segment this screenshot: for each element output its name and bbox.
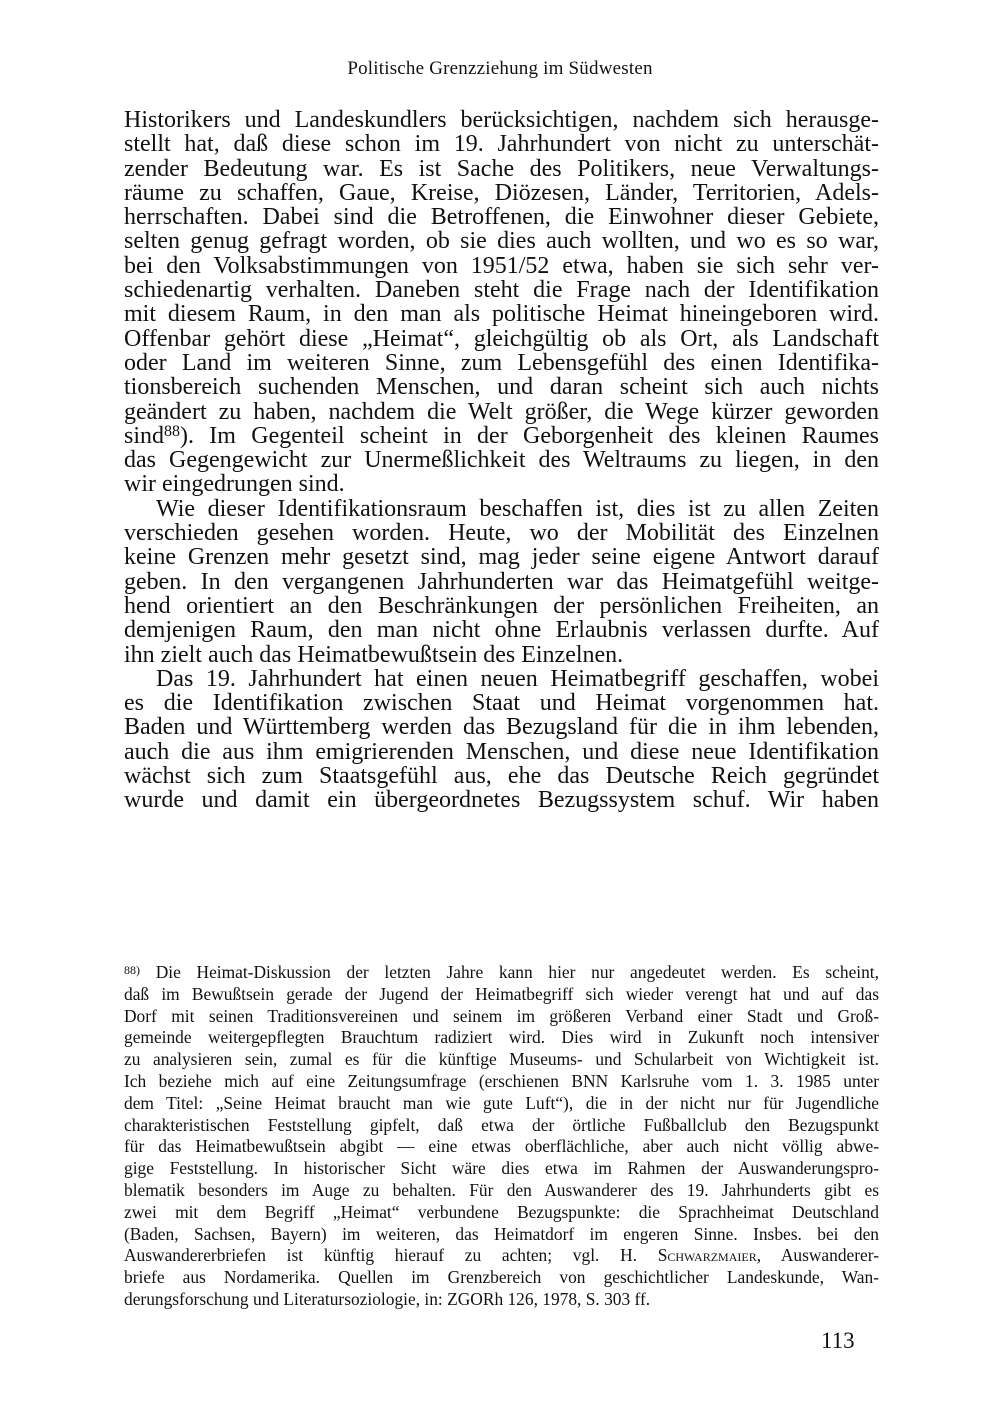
text-line: zender Bedeutung war. Es ist Sache des Politikers, neue Verwaltungs- [124,155,879,182]
text-line: auch die aus ihm emigrierenden Menschen, und diese neue Identifikation [124,738,879,765]
text-line: Offenbar gehört diese „Heimat“, gleichgültig ob als Ort, als Landschaft [124,325,879,352]
text-line: ihn zielt auch das Heimatbewußtsein des Einzelnen. [124,641,624,668]
text-line: demjenigen Raum, den man nicht ohne Erlaubnis verlassen durfte. Auf [124,617,879,644]
text-line: verschieden gesehen worden. Heute, wo der Mobilität des Einzelnen [124,520,879,547]
text-line: keine Grenzen mehr gesetzt sind, mag jeder seine eigene Antwort darauf [124,544,879,571]
footnote-line: gemeinde weitergepflegten Brauchtum radiziert wird. Dies wird in Zukunft noch intensiver [124,1027,879,1048]
footnote-line: für das Heimatbewußtsein abgibt — eine etwas oberflächliche, aber auch nicht völlig abwe- [124,1136,879,1157]
text-line-with-footnote-ref [124,424,879,448]
author-name: Schwarzmaier [657,1245,757,1266]
footnote-line: Ich beziehe mich auf eine Zeitungsumfrage (erschienen BNN Karlsruhe vom 1. 3. 1985 unter [124,1070,879,1091]
text-line: tionsbereich suchenden Menschen, und daran scheint sich auch nichts [124,374,879,401]
text-line: es die Identifikation zwischen Staat und Heimat vorgenommen hat. [124,690,879,717]
text-line: herrschaften. Dabei sind die Betroffenen, die Einwohner dieser Gebiete, [124,204,879,231]
text-line: selten genug gefragt worden, ob sie dies auch wollten, und wo es so war, [124,228,879,255]
text-line: bei den Volksabstimmungen von 1951/52 etwa, haben sie sich sehr ver- [124,252,879,279]
footnote-text: , Auswanderer- [756,1245,879,1266]
text-line: Historikers und Landeskundlers berücksichtigen, nachdem sich herausge- [124,107,879,133]
text-line: schiedenartig verhalten. Daneben steht die Frage nach der Identifikation [124,277,879,304]
main-text [124,108,879,813]
footnote-line: zwei mit dem Begriff „Heimat“ verbundene Bezugspunkte: die Sprachheimat Deutschland [124,1201,879,1222]
footnote-line: charakteristischen Feststellung gipfelt, daß etwa der örtliche Fußballclub den Bezugspunkt [124,1114,879,1135]
text-line: Das 19. Jahrhundert hat einen neuen Heimatbegriff geschaffen, wobei [156,665,879,692]
line-start: sind [124,422,165,449]
footnote-line: gige Feststellung. In historischer Sicht wäre dies etwa im Rahmen der Auswanderungspro- [124,1158,879,1179]
text-line: wir eingedrungen sind. [124,471,345,498]
footnote-line [124,962,879,984]
line-end: ). Im Gegenteil scheint in der Geborgenheit des kleinen Raumes [180,422,879,449]
text-line: geben. In den vergangenen Jahrhunderten war das Heimatgefühl weitge- [124,568,879,595]
text-line: hend orientiert an den Beschränkungen der persönlichen Freiheiten, an [124,592,879,619]
footnote-marker: 88) [124,963,140,977]
footnote-line: briefe aus Nordamerika. Quellen im Grenzbereich von geschichtlicher Landeskunde, Wan- [124,1267,879,1288]
text-line: wächst sich zum Staatsgefühl aus, ehe das Deutsche Reich gegründet [124,763,879,790]
text-line: stellt hat, daß diese schon im 19. Jahrhundert von nicht zu unterschät- [124,131,879,158]
text-line: Baden und Württemberg werden das Bezugsland für die in ihm lebenden, [124,714,879,741]
text-line: geändert zu haben, nachdem die Welt größer, die Wege kürzer geworden [124,398,879,425]
text-line: Wie dieser Identifikationsraum beschaffen ist, dies ist zu allen Zeiten [156,495,879,522]
footnote-line: zu analysieren sein, zumal es für die künftige Museums- und Schularbeit von Wichtigkeit ist. [124,1049,879,1070]
footnote-line: derungsforschung und Literatursoziologie, in: ZGORh 126, 1978, S. 303 ff. [124,1288,651,1309]
footnote-line: daß im Bewußtsein gerade der Jugend der Heimatbegriff sich wieder verengt hat und auf das [124,983,879,1004]
footnote-88 [124,962,879,1311]
footnote-text: Auswandererbriefen ist künftig hierauf zu achten; vgl. H. [124,1245,658,1266]
page-number: 113 [821,1328,855,1353]
footnote-line: Dorf mit seinen Traditionsvereinen und seinem im größeren Verband einer Stadt und Groß- [124,1005,879,1026]
text-line: das Gegengewicht zur Unermeßlichkeit des Weltraums zu liegen, in den [124,447,879,474]
footnote-line: dem Titel: „Seine Heimat braucht man wie gute Luft“), die in der nicht nur für Jugendliche [124,1092,879,1113]
text-line: mit diesem Raum, in den man als politische Heimat hineingeboren wird. [124,301,879,328]
footnote-text: Die Heimat-Diskussion der letzten Jahre kann hier nur angedeutet werden. Es scheint, [140,962,879,982]
footnote-line: (Baden, Sachsen, Bayern) im weiteren, das Heimatdorf im engeren Sinne. Insbes. bei den [124,1223,879,1244]
footnote-line: blematik besonders im Auge zu behalten. Für den Auswanderer des 19. Jahrhunderts gibt es [124,1179,879,1200]
footnote-reference: 88 [164,422,181,440]
text-line: oder Land im weiteren Sinne, zum Lebensgefühl des einen Identifika- [124,349,879,376]
footnote-line [124,1245,879,1267]
running-header: Politische Grenzziehung im Südwesten [347,58,653,79]
text-line: wurde und damit ein übergeordnetes Bezugssystem schuf. Wir haben [124,787,879,814]
text-line: räume zu schaffen, Gaue, Kreise, Diözesen, Länder, Territorien, Adels- [124,179,879,206]
